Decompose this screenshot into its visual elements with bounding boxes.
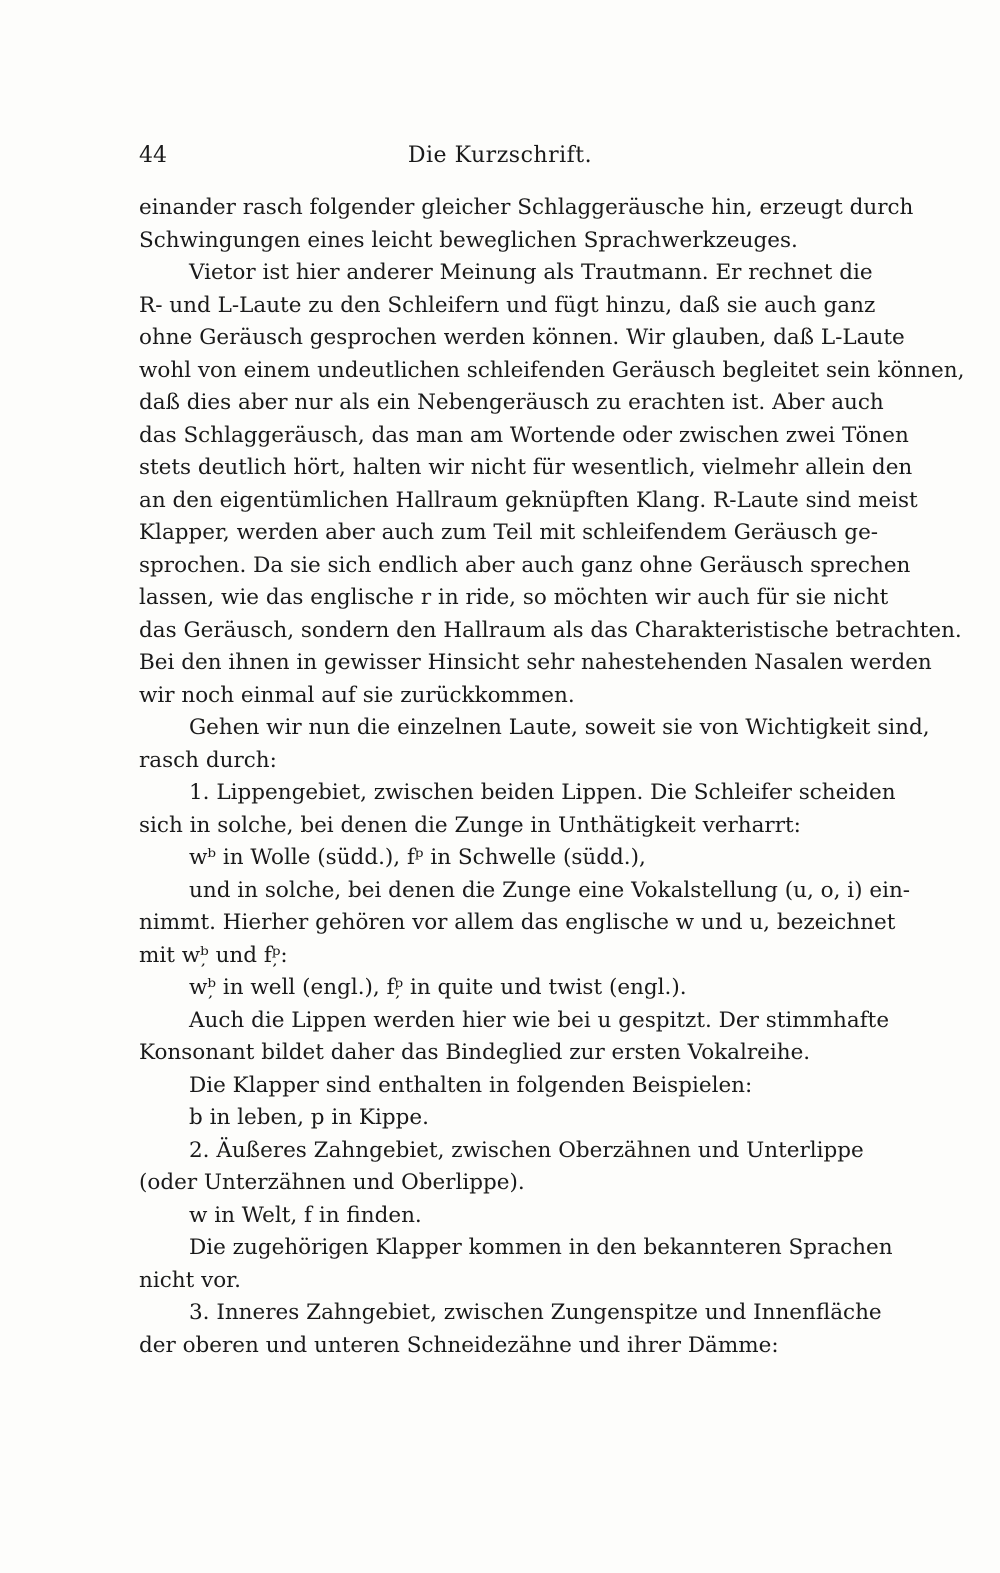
text-line: ohne Geräusch gesprochen werden können. Wir glauben, daß L-Laute [139,325,905,350]
text-line: sprochen. Da sie sich endlich aber auch ganz ohne Geräusch sprechen [139,552,911,578]
text-line: (oder Unterzähnen und Oberlippe). [139,1170,525,1195]
text-line: 2. Äußeres Zahngebiet, zwischen Oberzähnen und Unterlippe [189,1137,864,1163]
text-line: der oberen und unteren Schneidezähne und ihrer Dämme: [139,1332,779,1358]
text-line: daß dies aber nur als ein Nebengeräusch zu erachten ist. Aber auch [139,390,884,415]
text-line: mit wᵇ̦ und fᵖ̦: [139,942,288,968]
text-line: Schwingungen eines leicht beweglichen Sprachwerkzeuges. [139,227,798,253]
text-line: Klapper, werden aber auch zum Teil mit schleifendem Geräusch ge- [139,520,879,545]
text-line: b in leben, p in Kippe. [189,1105,429,1130]
text-line: w in Welt, f in finden. [189,1202,422,1228]
text-line: nimmt. Hierher gehören vor allem das englische w und u, bezeichnet [139,910,896,935]
text-line: sich in solche, bei denen die Zunge in Unthätigkeit verharrt: [139,812,801,838]
text-line: an den eigentümlichen Hallraum geknüpften Klang. R-Laute sind meist [139,487,918,513]
text-line: das Schlaggeräusch, das man am Wortende oder zwischen zwei Tönen [139,422,909,448]
text-line: rasch durch: [139,747,277,773]
text-line: Auch die Lippen werden hier wie bei u gespitzt. Der stimmhafte [189,1007,890,1033]
page-number: 44 [139,143,167,168]
text-line: nicht vor. [139,1267,241,1293]
text-line: wir noch einmal auf sie zurückkommen. [139,682,575,708]
text-line: Gehen wir nun die einzelnen Laute, soweit sie von Wichtigkeit sind, [189,715,930,740]
body-text [139,192,965,1362]
text-line: und in solche, bei denen die Zunge eine Vokalstellung (u, o, i) ein- [189,877,911,903]
text-line: 3. Inneres Zahngebiet, zwischen Zungenspitze und Innenfläche [189,1300,882,1325]
text-line: wᵇ in Wolle (südd.), fᵖ in Schwelle (südd.), [189,845,646,870]
page-header [139,143,861,173]
text-line: einander rasch folgender gleicher Schlaggeräusche hin, erzeugt durch [139,195,914,220]
text-line: 1. Lippengebiet, zwischen beiden Lippen. Die Schleifer scheiden [189,780,896,805]
text-line: das Geräusch, sondern den Hallraum als das Charakteristische betrachten. [139,617,962,643]
text-line: Vietor ist hier anderer Meinung als Trautmann. Er rechnet die [189,260,873,285]
text-line: Konsonant bildet daher das Bindeglied zur ersten Vokalreihe. [139,1040,811,1065]
text-line: lassen, wie das englische r in ride, so möchten wir auch für sie nicht [139,585,889,610]
text-line: R- und L-Laute zu den Schleifern und fügt hinzu, daß sie auch ganz [139,292,876,318]
text-line: Die zugehörigen Klapper kommen in den bekannteren Sprachen [189,1235,893,1260]
text-line: Die Klapper sind enthalten in folgenden Beispielen: [189,1072,753,1098]
text-line: wᵇ̦ in well (engl.), fᵖ̦ in quite und twist (engl.). [189,975,687,1000]
text-line: Bei den ihnen in gewisser Hinsicht sehr nahestehenden Nasalen werden [139,650,932,675]
text-line: wohl von einem undeutlichen schleifenden Geräusch begleitet sein können, [139,357,965,383]
text-line: stets deutlich hört, halten wir nicht für wesentlich, vielmehr allein den [139,455,913,480]
running-title: Die Kurzschrift. [407,143,593,168]
